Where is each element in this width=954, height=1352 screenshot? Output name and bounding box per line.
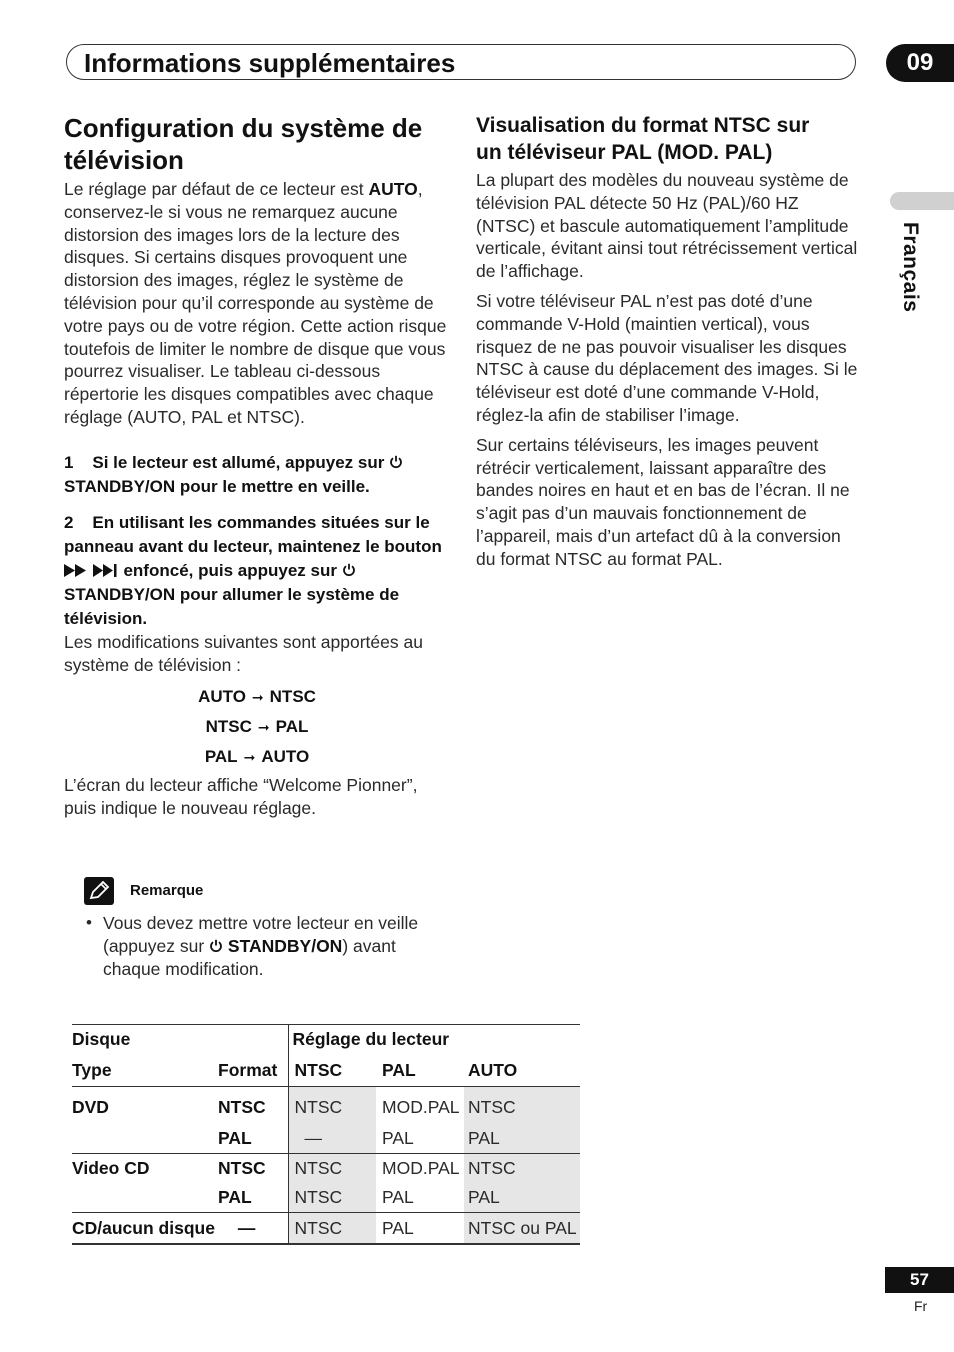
step-2: 2 En utilisant les commandes situées sur le panneau avant du lecteur, maintenez le bouton enfoncé, puis appuyez sur STANDBY/ON pour allumer le système de télévision.: [64, 512, 442, 628]
language-label: Français: [899, 222, 922, 313]
table-row: PAL NTSC PAL PAL: [72, 1183, 580, 1213]
sequence-item: NTSC ➞ PAL: [64, 712, 450, 742]
note-title: Remarque: [130, 882, 204, 899]
table-row: CD/aucun disque — NTSC PAL NTSC ou PAL: [72, 1213, 580, 1245]
table-header-row: [72, 1054, 580, 1087]
header-pal: PAL: [382, 1059, 416, 1080]
header-format: Format: [218, 1059, 278, 1080]
table-header-row: [72, 1025, 580, 1055]
paragraph: Si votre téléviseur PAL n’est pas doté d’une commande V-Hold (maintien vertical), vous risquez de ne pas pouvoir visualiser les disques NTSC à cause du déplacement des images. Si le téléviseur est doté d’une commande V-Hold, réglez-la afin de stabiliser l’image.: [476, 290, 858, 425]
fast-forward-icon: [64, 564, 88, 577]
table-row: Video CD NTSC NTSC MOD.PAL NTSC: [72, 1154, 580, 1184]
section-title: Informations supplémentaires: [84, 48, 456, 78]
heading-ntsc-on-pal: Visualisation du format NTSC sur un téléviseur PAL (MOD. PAL): [476, 114, 810, 164]
note-body: • Vous devez mettre votre lecteur en veille (appuyez sur STANDBY/ON) avant chaque modification.: [86, 913, 419, 979]
paragraph: Sur certains téléviseurs, les images peuvent rétrécir verticalement, laissant apparaître des bandes noires en haut et en bas de l’écran. Il ne s’agit pas d’un mauvais fonctionnement de l’appareil, mais d’un artefact dû à la conversion du format NTSC au format PAL.: [476, 434, 850, 569]
header-type: Type: [72, 1059, 112, 1080]
page-language: Fr: [914, 1298, 928, 1314]
table-row: DVD NTSC NTSC MOD.PAL NTSC: [72, 1087, 580, 1125]
sequence-item: AUTO ➞ NTSC: [64, 682, 450, 712]
page-number: 57: [885, 1267, 954, 1293]
language-tab: [890, 192, 954, 210]
header-disc: Disque: [72, 1029, 131, 1049]
compatibility-table: [72, 1024, 580, 1245]
header-player-setting: Réglage du lecteur: [288, 1025, 580, 1055]
right-column: [476, 112, 862, 571]
step-2-body: Les modifications suivantes sont apportées au système de télévision :: [64, 631, 423, 675]
heading-tv-system: Configuration du système de télévision: [64, 113, 423, 175]
intro-paragraph: Le réglage par défaut de ce lecteur est AUTO, conservez-le si vous ne remarquez aucune distorsion des images lors de la lecture des disques. Si certains disques provoquent une distorsion des images, réglez le système de télévision pour qu’il corresponde au système de votre pays ou de votre région. Cette action risque toutefois de limiter le nombre de disque que vous pourrez visualiser. Le tableau ci-dessous répertorie les disques compatibles avec chaque réglage (AUTO, PAL et NTSC).: [64, 179, 447, 427]
power-icon: [209, 939, 223, 953]
sequence-list: [64, 682, 450, 772]
left-column: [64, 112, 450, 820]
chapter-badge: 09: [886, 44, 954, 82]
step-1: 1 Si le lecteur est allumé, appuyez sur STANDBY/ON pour le mettre en veille.: [64, 451, 450, 499]
paragraph: La plupart des modèles du nouveau système de télévision PAL détecte 50 Hz (PAL)/60 HZ (NTSC) et bascule automatiquement l’amplitude verticale, évitant ainsi tout rétrécissement vertical de l’affichage.: [476, 170, 858, 282]
header-ntsc: NTSC: [288, 1054, 376, 1087]
table-row: PAL — PAL PAL: [72, 1124, 580, 1154]
sequence-item: PAL ➞ AUTO: [64, 742, 450, 772]
arrow-right-icon: ➞: [251, 689, 264, 706]
arrow-right-icon: ➞: [243, 749, 256, 766]
note-pencil-icon: [84, 877, 114, 905]
power-icon: [389, 455, 403, 469]
header-auto: AUTO: [468, 1059, 518, 1080]
bullet: •: [86, 913, 92, 932]
closing-paragraph: L’écran du lecteur affiche “Welcome Pionner”, puis indique le nouveau réglage.: [64, 775, 418, 819]
skip-next-icon: [93, 564, 119, 577]
power-icon: [342, 563, 356, 577]
arrow-right-icon: ➞: [257, 719, 270, 736]
